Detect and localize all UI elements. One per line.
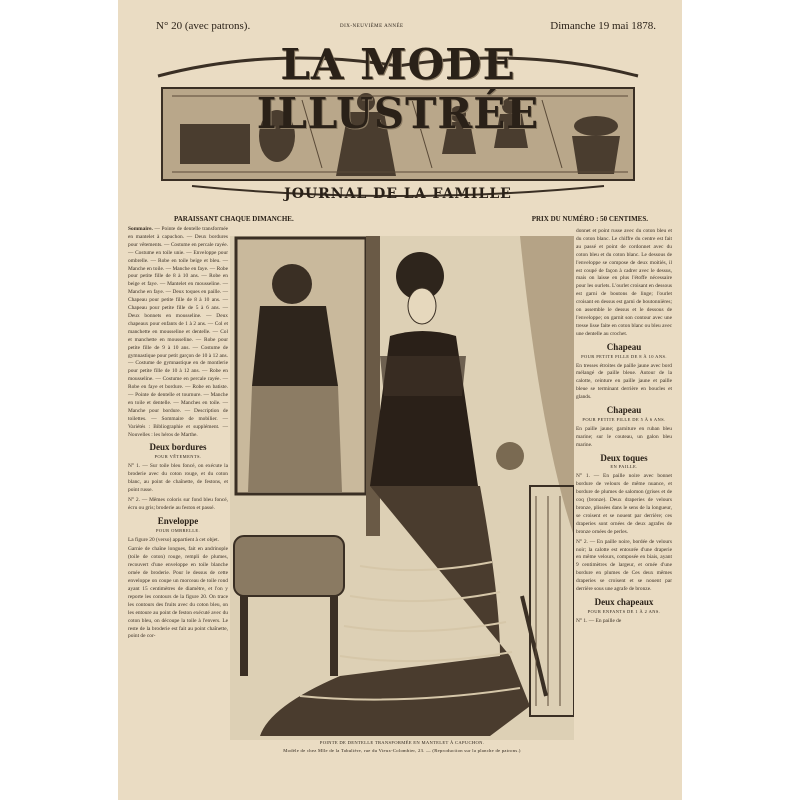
right-column bbox=[576, 228, 672, 628]
masthead-title: LA MODE ILLUSTRÉE bbox=[256, 40, 540, 138]
chapeau1-text: En tresses étroites de paille jaune avec bord mélangé de paille bleue. Autour de la calotte, ceinture en paille jaune et paille bleue se terminant derrière en boucles et glands. bbox=[576, 362, 672, 401]
masthead bbox=[152, 36, 644, 208]
bordures-p2: N° 2. — Mêmes coloris sur fond bleu foncé, écru ou gris; broderie au feston et passé. bbox=[128, 496, 228, 511]
left-column bbox=[128, 226, 228, 643]
toques-p2: N° 2. — En paille noire, bordée de velours noir; la calotte est entourée d'une draperie en même velours, composée en biais, ayant 9 centimètres de largeur, et ornée d'une bordure en plumes de Ces deux mêmes draperies se croisent et se nouent par derrière sous une agrafe de bronze. bbox=[576, 538, 672, 593]
chapeau2-title: Chapeau bbox=[606, 405, 642, 416]
chapeaux-text: N° 1. — En paille de bbox=[576, 617, 622, 624]
year-label: DIX-NEUVIÈME ANNÉE bbox=[340, 24, 404, 29]
chapeaux-subtitle: POUR ENFANTS DE 1 À 2 ANS. bbox=[587, 608, 661, 614]
fashion-illustration bbox=[230, 236, 574, 740]
enveloppe-subtitle: POUR OMBRELLE. bbox=[155, 527, 201, 533]
enveloppe-title: Enveloppe bbox=[157, 515, 199, 526]
chapeau1-title: Chapeau bbox=[606, 341, 642, 352]
enveloppe-p1: La figure 20 (verso) appartient à cet objet. bbox=[128, 536, 220, 543]
bordures-title: Deux bordures bbox=[149, 442, 207, 453]
sommaire-lead: Sommaire. bbox=[128, 226, 153, 232]
toques-subtitle: EN PAILLE. bbox=[610, 464, 638, 470]
chapeau1-subtitle: POUR PETITE FILLE DE 8 À 10 ANS. bbox=[581, 353, 667, 359]
enveloppe-continued: donnet et point russe avec du coton bleu et du coton blanc. Le chiffre du centre est fait au passé et point de cordonnet avec du coton bleu et du coton blanc. Le dessous de l'enveloppe se compose de deux moitiés, il est coupé de façon à cadrer avec le dessus, mais on laisse en plus l'étoffe nécessaire pour les ourlets. L'ourlet croisant en dessous est garni de boutons de linge; l'ourlet croisant en dessus est garni de boutonnières; on assemble le dessus et le dessous de l'enveloppe; on garnit son contour avec une tresse lisse faite en coton blanc ou bleu avec une dentelle au crochet. bbox=[576, 228, 672, 337]
enveloppe-p2: Garnie de chaîne longues, fait en andrinople (toile de coton) rouge, rempli de plumes, recouvert d'une enveloppe en toile blanche ornée de broderie. Pour le dessus de cette enveloppe on coupe un morceau de toile rond ayant 15 centimètres de diamètre, et l'on y reporte les contours de la figure 20. On trace les contours des fruits avec du coton bleu, on les entoure au point de feston exécuté avec du coton bleu, on découpe la toile à l'envers. Le reste de la broderie est fait au point chaînette, point de cor- bbox=[128, 546, 228, 640]
toques-p1: N° 1. — En paille noire avec bonnet bordure de velours de même nuance, et bordure de plumes de salomon (grises et de coq (bronze). Deux draperies de velours bronze, plissées dans le sens de la longueur, se croisent et se nouent par derrière; ces draperies sont ornées de deux agrafes de bronze ornées de perles. bbox=[576, 473, 672, 535]
frequency-note: PARAISSANT CHAQUE DIMANCHE. bbox=[174, 215, 294, 223]
toques-title: Deux toques bbox=[600, 452, 648, 463]
illustration-credit: Modèle de chez Mlle de la Tabulière, rue du Vieux-Colombier, 23. — (Reproduction sur la planche de patrons.) bbox=[283, 748, 521, 753]
chapeau2-text: En paille jaune; garniture en ruban bleu marine; sur le couteau, un galon bleu marine. bbox=[576, 425, 672, 448]
bordures-subtitle: POUR VÊTEMENTS. bbox=[154, 454, 202, 460]
chapeaux-title: Deux chapeaux bbox=[594, 596, 654, 607]
engraving-figure bbox=[230, 236, 574, 740]
illustration-caption: POINTE DE DENTELLE TRANSFORMÉE EN MANTELET À CAPUCHON. bbox=[319, 740, 485, 745]
chapeau2-subtitle: POUR PETITE FILLE DE 5 À 6 ANS. bbox=[582, 416, 666, 422]
issue-number: N° 20 (avec patrons). bbox=[156, 20, 251, 32]
bordures-p1: N° 1. — Sur toile bleu foncé, on exécute la broderie avec du coton rouge, et du coton blanc, au point de chaînette, de festons, et point russe. bbox=[128, 463, 228, 493]
newspaper-page bbox=[118, 0, 682, 800]
sommaire-text: — Pointe de dentelle transformée en mantelet à capuchon. — Deux bordures pour vêtements. — Costume en percale rayée. — Costume en toile unie. — Enveloppe pour ombrelle. — Robe en toile beige et bleu. — Manche en toile. — Manche en faye. — Robe pour petite fille de 8 à 10 ans. — Robe en beige et faye. — Mantelet en mousseline. — Manche en faye. — Deux toques en paille. — Chapeau pour petite fille de 8 à 10 ans. — Chapeau pour petite fille de 5 à 6 ans. — Deux bonnets en mousseline. — Deux chapeaux pour enfants de 1 à 2 ans. — Col et manchette en mousseline et dentelle. — Col et manchette en mousseline. — Robe pour petite fille de 9 à 10 ans. — Costume de gymnastique pour petit garçon de 10 à 12 ans. — Costume de gymnastique en de montlerie pour petite fille de 10 à 12 ans. — Robe en mousseline. — Costume en percale rayée. — Robe en faye et bordure. — Robe en batiste. — Pointe de dentelle et tournure. — Manche en toile et dentelle. — Manches en toile. — Manche pour bordure. — Description de toilettes. — Sommaire de mobilier. — Variétés : Bibliographie et supplément. — Nouvelles : les héros de Marthe. bbox=[128, 226, 228, 438]
sommaire bbox=[128, 226, 228, 439]
masthead-subtitle: JOURNAL DE LA FAMILLE bbox=[284, 186, 512, 202]
price-note: PRIX DU NUMÉRO : 50 CENTIMES. bbox=[531, 215, 648, 223]
issue-date: Dimanche 19 mai 1878. bbox=[550, 20, 656, 32]
